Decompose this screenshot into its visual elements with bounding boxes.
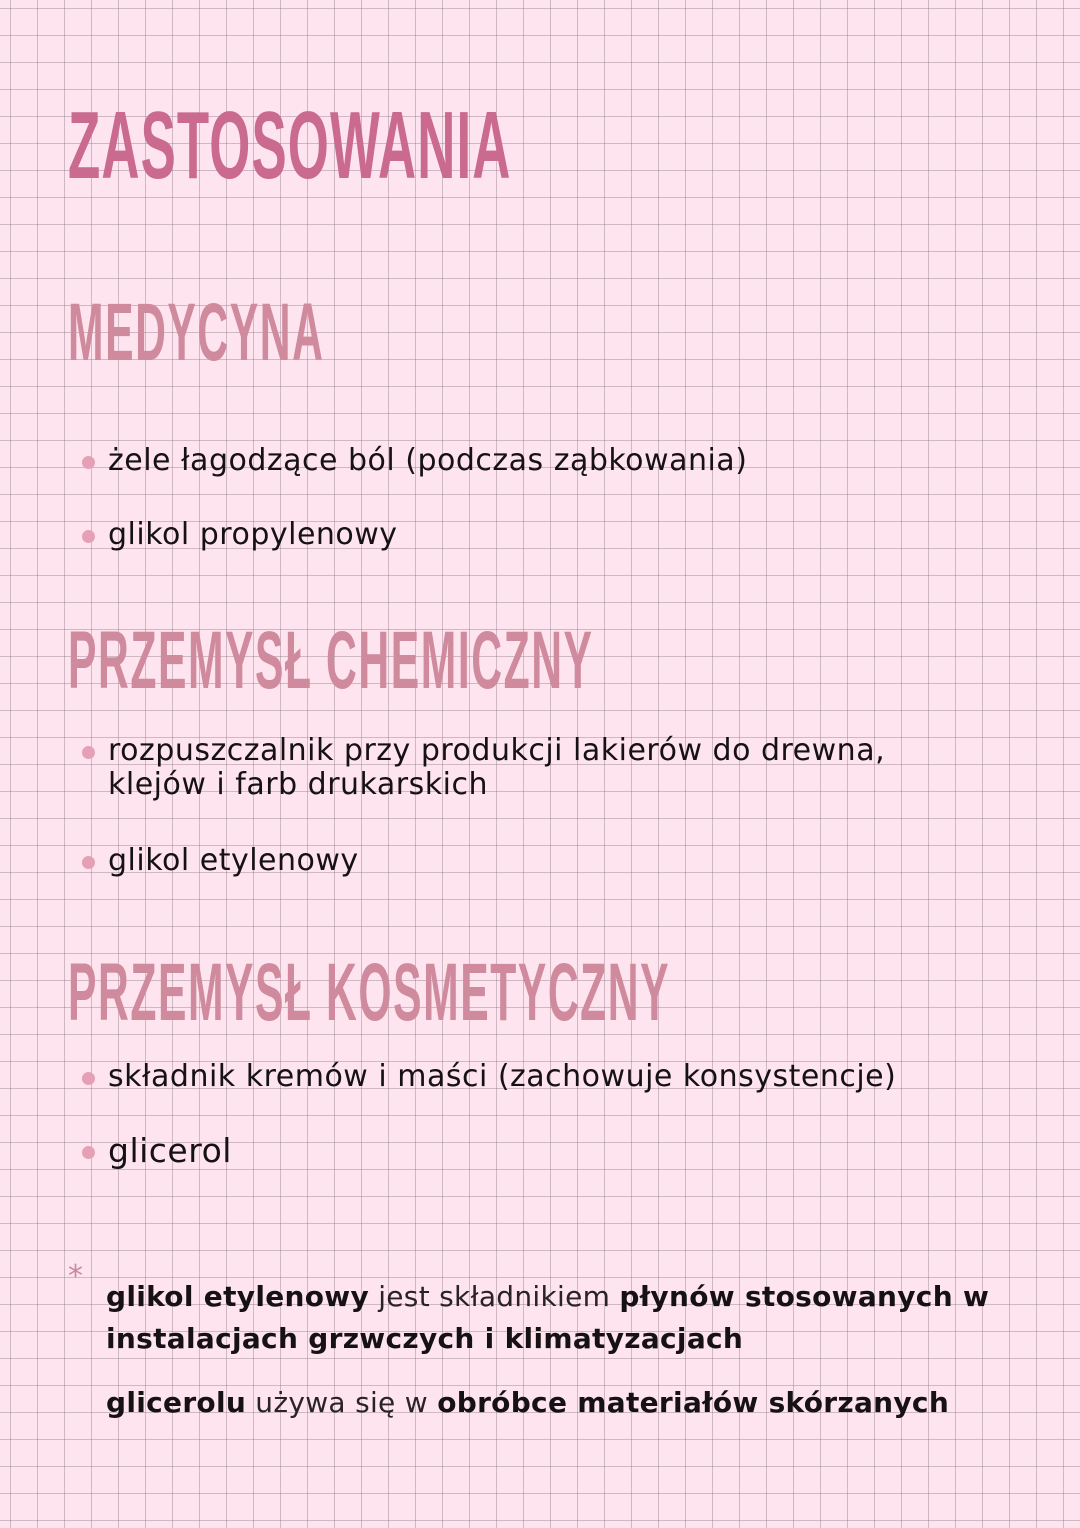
bullet-dot-icon [82,456,95,469]
bullet-dot-icon [82,1072,95,1085]
list-item [82,516,398,554]
list-item [82,1132,232,1170]
section-heading-przemysl-chemiczny: PRZEMYSŁ CHEMICZNY [68,615,594,706]
list-item-text: glikol propylenowy [108,517,398,552]
list-item-text: rozpuszczalnik przy produkcji lakierów do drewna, [108,733,886,768]
list-item [82,442,747,480]
list-item-text: glikol etylenowy [108,843,359,878]
bullet-dot-icon [82,856,95,869]
asterisk-icon: * [68,1259,83,1294]
note-bold-text: płynów stosowanych w [619,1280,990,1313]
note-text: używa się w [246,1386,438,1419]
list-item-text-continued: klejów i farb drukarskich [108,767,488,802]
bullet-dot-icon [82,1146,95,1159]
list-item [82,732,885,804]
note-bold-text: instalacjach grzwczych i klimatyzacjach [106,1322,744,1355]
note-bold-text: glicerolu [106,1386,247,1419]
list-item-text: składnik kremów i maści (zachowuje konsystencje) [108,1059,897,1094]
bullet-dot-icon [82,530,95,543]
list-item-text: żele łagodzące ból (podczas ząbkowania) [108,443,748,478]
note-text: jest składnikiem [369,1280,620,1313]
page-title: ZASTOSOWANIA [68,92,512,199]
list-item [82,842,359,880]
note-line-2 [106,1318,743,1360]
list-item [82,1058,896,1096]
note-bold-text: obróbce materiałów skórzanych [437,1386,950,1419]
section-heading-przemysl-kosmetyczny: PRZEMYSŁ KOSMETYCZNY [68,947,671,1038]
note-line-3 [106,1382,949,1424]
list-item-text: glicerol [108,1131,232,1170]
section-heading-medycyna: MEDYCYNA [68,287,325,378]
note-line-1 [106,1276,989,1318]
bullet-dot-icon [82,746,95,759]
note-bold-text: glikol etylenowy [106,1280,369,1313]
